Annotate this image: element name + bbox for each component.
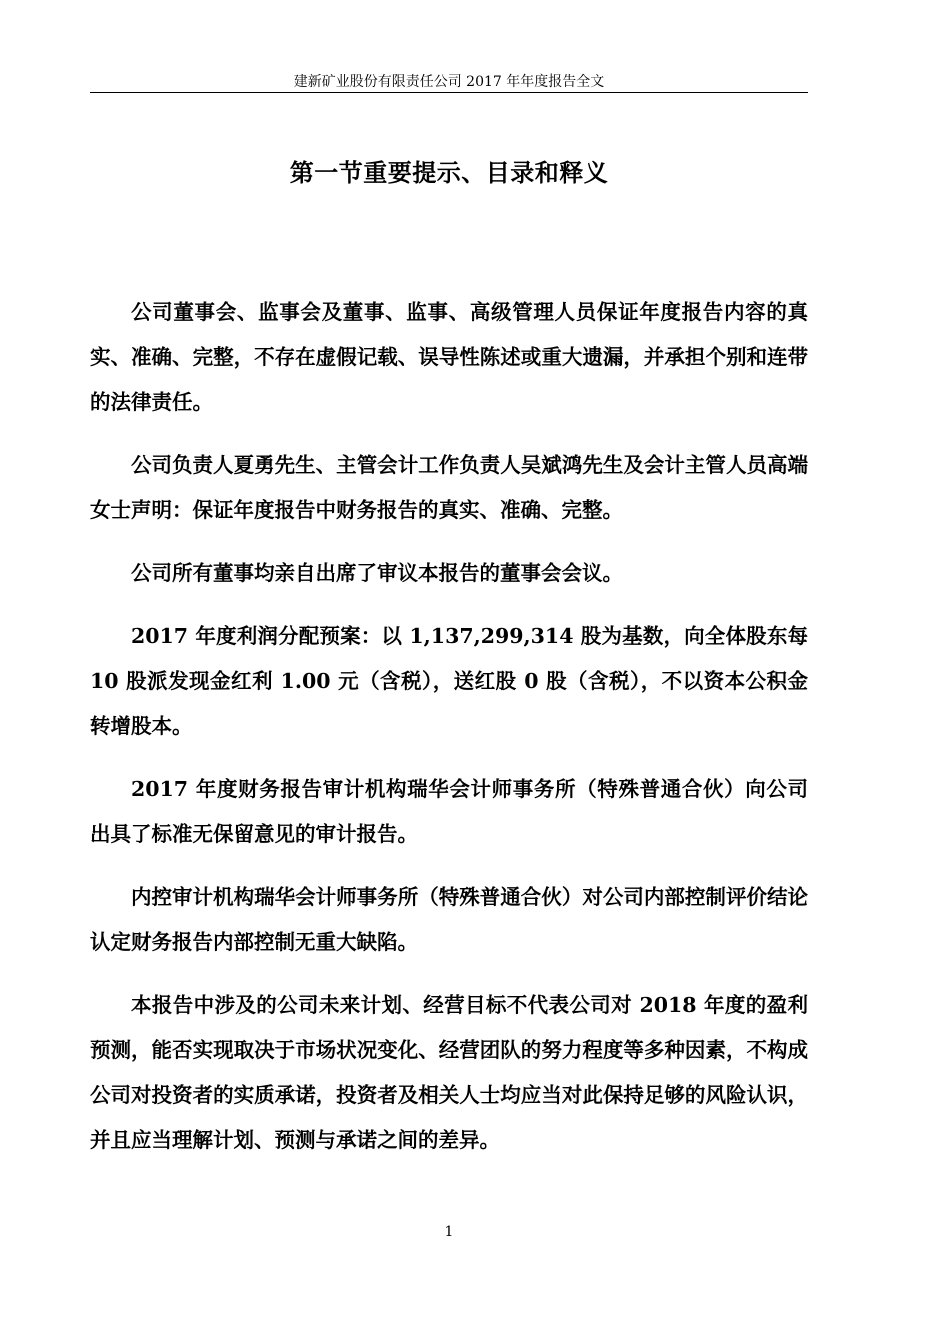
paragraph-internal-control: 内控审计机构瑞华会计师事务所（特殊普通合伙）对公司内部控制评价结论认定财务报告内部控制无重大缺陷。 [90,885,808,954]
paragraph-responsibility-statement: 公司董事会、监事会及董事、监事、高级管理人员保证年度报告内容的真实、准确、完整，不存在虚假记载、误导性陈述或重大遗漏，并承担个别和连带的法律责任。 [90,300,808,414]
paragraph-board-attendance: 公司所有董事均亲自出席了审议本报告的董事会会议。 [131,561,623,585]
section-title: 第一节重要提示、目录和释义 [289,158,609,187]
paragraph-profit-distribution: 2017 年度利润分配预案：以 1,137,299,314 股为基数，向全体股东每 10 股派发现金红利 1.00 元（含税），送红股 0 股（含税），不以资本公积金转增股本。 [90,624,808,738]
page-number: 1 [444,1224,454,1240]
paragraph-forward-looking-disclaimer: 本报告中涉及的公司未来计划、经营目标不代表公司对 2018 年度的盈利预测，能否实现取决于市场状况变化、经营团队的努力程度等多种因素，不构成公司对投资者的实质承诺，投资者及相关人士均应当对此保持足够的风险认识，并且应当理解计划、预测与承诺之间的差异。 [90,993,808,1152]
running-header: 建新矿业股份有限责任公司 2017 年年度报告全文 [293,74,605,90]
paragraph-management-declaration: 公司负责人夏勇先生、主管会计工作负责人吴斌鸿先生及会计主管人员高端女士声明：保证年度报告中财务报告的真实、准确、完整。 [90,453,808,522]
body-text [90,290,808,1181]
paragraph-audit-opinion: 2017 年度财务报告审计机构瑞华会计师事务所（特殊普通合伙）向公司出具了标准无保留意见的审计报告。 [90,777,808,846]
header-divider [90,92,808,93]
